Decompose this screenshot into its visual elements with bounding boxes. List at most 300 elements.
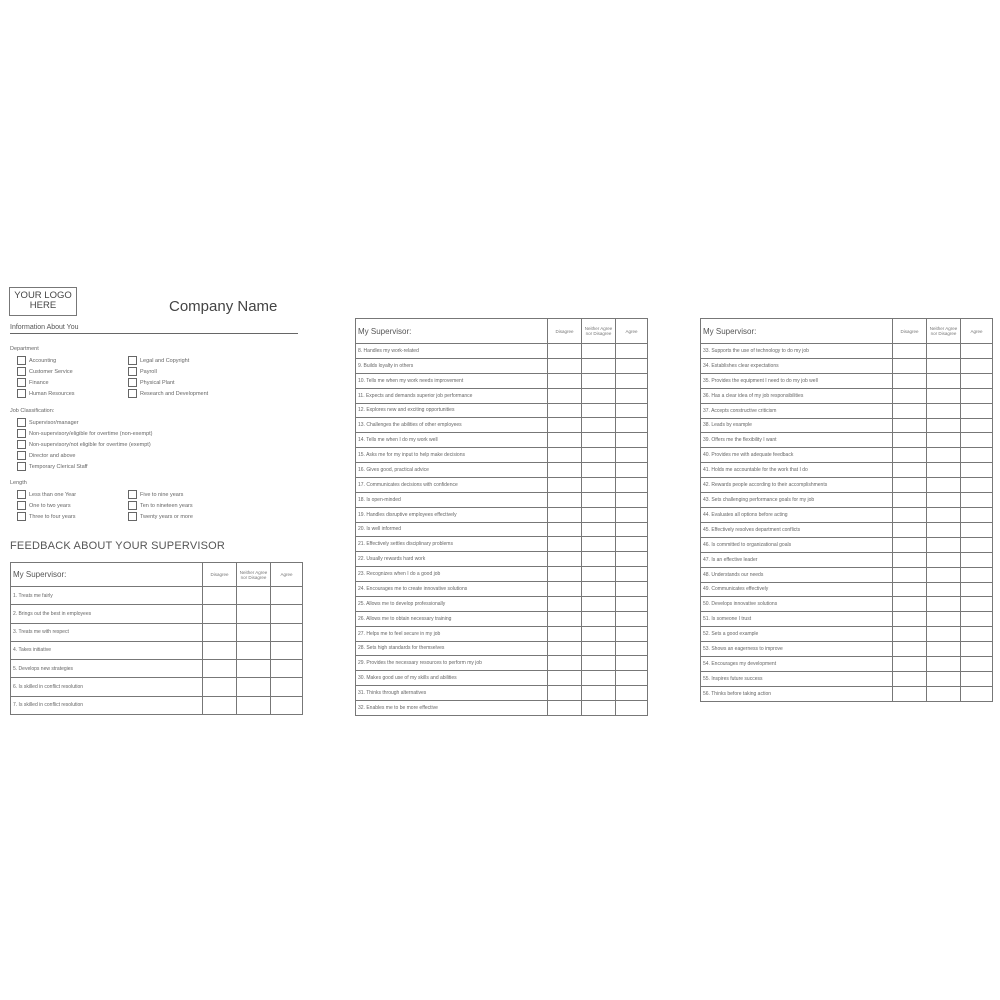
checkbox-human-resources[interactable] (17, 389, 75, 398)
table-row (701, 522, 993, 537)
neither-cell[interactable] (582, 463, 616, 478)
agree-cell[interactable] (271, 660, 303, 678)
question-text: 1. Treats me fairly (11, 587, 203, 605)
disagree-cell[interactable] (548, 567, 582, 582)
neither-cell[interactable] (927, 597, 961, 612)
checkbox-temporary[interactable] (17, 462, 88, 471)
neither-cell[interactable] (582, 537, 616, 552)
checkbox-five-to-nine[interactable] (128, 490, 183, 499)
question-text: 52. Sets a good example (701, 627, 893, 642)
neither-cell[interactable] (582, 507, 616, 522)
checkbox-accounting[interactable] (17, 356, 56, 365)
neither-cell[interactable] (927, 522, 961, 537)
disagree-cell[interactable] (548, 433, 582, 448)
question-text: 51. Is someone I trust (701, 612, 893, 627)
agree-cell[interactable] (961, 463, 993, 478)
question-text: 41. Holds me accountable for the work that I do (701, 463, 893, 478)
checkbox-box[interactable] (17, 418, 26, 427)
info-heading: Information About You (10, 324, 79, 331)
agree-cell[interactable] (961, 686, 993, 701)
neither-cell[interactable] (927, 388, 961, 403)
neither-cell[interactable] (927, 403, 961, 418)
agree-cell[interactable] (961, 358, 993, 373)
disagree-cell[interactable] (893, 657, 927, 672)
neither-cell[interactable] (927, 507, 961, 522)
disagree-cell[interactable] (548, 358, 582, 373)
neither-cell[interactable] (927, 686, 961, 701)
disagree-cell[interactable] (203, 605, 237, 623)
neither-cell[interactable] (927, 642, 961, 657)
table-row (701, 612, 993, 627)
checkbox-finance[interactable] (17, 378, 49, 387)
disagree-cell[interactable] (893, 597, 927, 612)
disagree-cell[interactable] (548, 492, 582, 507)
neither-cell[interactable] (582, 492, 616, 507)
table-row (11, 660, 303, 678)
neither-cell[interactable] (927, 344, 961, 359)
disagree-cell[interactable] (548, 477, 582, 492)
checkbox-label: Non-supervisory/eligible for overtime (non-exempt) (29, 430, 153, 437)
disagree-cell[interactable] (893, 627, 927, 642)
checkbox-director[interactable] (17, 451, 75, 460)
question-text: 25. Allows me to develop professionally (356, 596, 548, 611)
disagree-cell[interactable] (548, 463, 582, 478)
disagree-cell[interactable] (548, 403, 582, 418)
disagree-cell[interactable] (548, 596, 582, 611)
neither-cell[interactable] (237, 696, 271, 714)
question-text: 17. Communicates decisions with confidence (356, 477, 548, 492)
checkbox-label: Accounting (29, 357, 57, 364)
checkbox-payroll[interactable] (128, 367, 157, 376)
disagree-cell[interactable] (893, 567, 927, 582)
table-title: My Supervisor: (701, 319, 893, 344)
disagree-cell[interactable] (893, 671, 927, 686)
question-text: 36. Has a clear idea of my job responsibilities (701, 388, 893, 403)
neither-cell[interactable] (582, 641, 616, 656)
neither-cell[interactable] (927, 448, 961, 463)
neither-cell[interactable] (582, 626, 616, 641)
checkbox-ten-to-nineteen[interactable] (128, 501, 193, 510)
disagree-cell[interactable] (893, 686, 927, 701)
neither-cell[interactable] (582, 552, 616, 567)
neither-cell[interactable] (582, 477, 616, 492)
agree-cell[interactable] (616, 611, 648, 626)
checkbox-box[interactable] (17, 501, 26, 510)
agree-cell[interactable] (616, 448, 648, 463)
table-row (701, 642, 993, 657)
agree-cell[interactable] (961, 597, 993, 612)
agree-cell[interactable] (616, 492, 648, 507)
neither-cell[interactable] (237, 587, 271, 605)
agree-cell[interactable] (616, 403, 648, 418)
table-row (356, 656, 648, 671)
disagree-cell[interactable] (893, 448, 927, 463)
agree-cell[interactable] (961, 344, 993, 359)
table-row (356, 537, 648, 552)
agree-cell[interactable] (961, 507, 993, 522)
agree-cell[interactable] (961, 582, 993, 597)
question-text: 43. Sets challenging performance goals for my job (701, 493, 893, 508)
disagree-cell[interactable] (893, 418, 927, 433)
question-text: 4. Takes initiative (11, 641, 203, 659)
neither-cell[interactable] (582, 418, 616, 433)
table-row (701, 448, 993, 463)
disagree-cell[interactable] (893, 463, 927, 478)
table-row (356, 418, 648, 433)
disagree-cell[interactable] (893, 403, 927, 418)
table-row (356, 686, 648, 701)
neither-cell[interactable] (927, 478, 961, 493)
checkbox-box[interactable] (17, 378, 26, 387)
question-text: 37. Accepts constructive criticism (701, 403, 893, 418)
table-row (701, 552, 993, 567)
agree-cell[interactable] (616, 477, 648, 492)
disagree-cell[interactable] (548, 507, 582, 522)
checkbox-box[interactable] (17, 490, 26, 499)
checkbox-twenty-plus[interactable] (128, 512, 193, 521)
agree-cell[interactable] (616, 552, 648, 567)
agree-cell[interactable] (961, 567, 993, 582)
agree-cell[interactable] (961, 671, 993, 686)
neither-cell[interactable] (237, 605, 271, 623)
disagree-cell[interactable] (203, 587, 237, 605)
table-row (701, 507, 993, 522)
checkbox-less-than-one[interactable] (17, 490, 76, 499)
agree-cell[interactable] (616, 537, 648, 552)
ratings-table-2 (355, 318, 648, 716)
neither-cell[interactable] (582, 611, 616, 626)
disagree-cell[interactable] (893, 522, 927, 537)
question-text: 29. Provides the necessary resources to perform my job (356, 656, 548, 671)
question-text: 16. Gives good, practical advice (356, 463, 548, 478)
question-text: 22. Usually rewards hard work (356, 552, 548, 567)
neither-cell[interactable] (927, 373, 961, 388)
table-row (701, 418, 993, 433)
agree-cell[interactable] (961, 433, 993, 448)
agree-cell[interactable] (616, 344, 648, 359)
disagree-cell[interactable] (893, 433, 927, 448)
question-text: 12. Explores new and exciting opportunities (356, 403, 548, 418)
table-row (701, 344, 993, 359)
feedback-title: FEEDBACK ABOUT YOUR SUPERVISOR (10, 540, 226, 552)
question-text: 3. Treats me with respect (11, 623, 203, 641)
disagree-cell[interactable] (893, 642, 927, 657)
question-text: 19. Handles disruptive employees effectively (356, 507, 548, 522)
neither-cell[interactable] (237, 660, 271, 678)
agree-cell[interactable] (961, 493, 993, 508)
agree-cell[interactable] (961, 522, 993, 537)
disagree-cell[interactable] (893, 493, 927, 508)
disagree-cell[interactable] (893, 507, 927, 522)
table-row (356, 448, 648, 463)
company-name: Company Name (169, 298, 278, 315)
question-text: 38. Leads by example (701, 418, 893, 433)
agree-cell[interactable] (616, 701, 648, 716)
agree-cell[interactable] (961, 537, 993, 552)
neither-cell[interactable] (927, 418, 961, 433)
column-agree: Agree (961, 319, 993, 344)
checkbox-box[interactable] (17, 367, 26, 376)
question-text: 39. Offers me the flexibility I want (701, 433, 893, 448)
neither-cell[interactable] (927, 552, 961, 567)
question-text: 50. Develops innovative solutions (701, 597, 893, 612)
question-text: 5. Develops new strategies (11, 660, 203, 678)
agree-cell[interactable] (616, 596, 648, 611)
disagree-cell[interactable] (893, 582, 927, 597)
disagree-cell[interactable] (893, 358, 927, 373)
table-row (11, 623, 303, 641)
table-row (701, 433, 993, 448)
checkbox-box[interactable] (17, 512, 26, 521)
checkbox-box[interactable] (128, 389, 137, 398)
agree-cell[interactable] (961, 403, 993, 418)
agree-cell[interactable] (961, 552, 993, 567)
agree-cell[interactable] (616, 418, 648, 433)
agree-cell[interactable] (616, 656, 648, 671)
checkbox-supervisor[interactable] (17, 418, 79, 427)
agree-cell[interactable] (616, 522, 648, 537)
agree-cell[interactable] (961, 657, 993, 672)
disagree-cell[interactable] (203, 696, 237, 714)
neither-cell[interactable] (582, 403, 616, 418)
neither-cell[interactable] (927, 582, 961, 597)
checkbox-non-exempt[interactable] (17, 429, 153, 438)
checkbox-label: Physical Plant (140, 379, 175, 386)
table-row (356, 507, 648, 522)
disagree-cell[interactable] (548, 671, 582, 686)
agree-cell[interactable] (616, 686, 648, 701)
table-row (11, 605, 303, 623)
checkbox-box[interactable] (17, 440, 26, 449)
table-title: My Supervisor: (11, 563, 203, 587)
neither-cell[interactable] (582, 671, 616, 686)
question-text: 55. Inspires future success (701, 671, 893, 686)
checkbox-physical-plant[interactable] (128, 378, 175, 387)
table-row (701, 657, 993, 672)
disagree-cell[interactable] (548, 537, 582, 552)
disagree-cell[interactable] (548, 373, 582, 388)
table-row (701, 582, 993, 597)
checkbox-box[interactable] (17, 462, 26, 471)
neither-cell[interactable] (582, 701, 616, 716)
checkbox-label: Payroll (140, 368, 157, 375)
ratings-table-1 (10, 562, 303, 715)
checkbox-label: Research and Development (140, 390, 209, 397)
neither-cell[interactable] (927, 612, 961, 627)
disagree-cell[interactable] (203, 641, 237, 659)
table-row (356, 611, 648, 626)
disagree-cell[interactable] (893, 344, 927, 359)
neither-cell[interactable] (582, 388, 616, 403)
question-text: 7. Is skilled in conflict resolution (11, 696, 203, 714)
checkbox-label: Customer Service (29, 368, 73, 375)
checkbox-one-to-two[interactable] (17, 501, 71, 510)
checkbox-box[interactable] (128, 512, 137, 521)
agree-cell[interactable] (271, 678, 303, 696)
agree-cell[interactable] (271, 641, 303, 659)
checkbox-box[interactable] (128, 356, 137, 365)
question-text: 24. Encourages me to create innovative solutions (356, 582, 548, 597)
neither-cell[interactable] (927, 463, 961, 478)
disagree-cell[interactable] (548, 582, 582, 597)
question-text: 42. Rewards people according to their accomplishments (701, 478, 893, 493)
disagree-cell[interactable] (203, 678, 237, 696)
agree-cell[interactable] (961, 418, 993, 433)
agree-cell[interactable] (961, 642, 993, 657)
agree-cell[interactable] (616, 626, 648, 641)
question-text: 20. Is well informed (356, 522, 548, 537)
agree-cell[interactable] (616, 388, 648, 403)
disagree-cell[interactable] (548, 448, 582, 463)
disagree-cell[interactable] (548, 344, 582, 359)
neither-cell[interactable] (582, 448, 616, 463)
neither-cell[interactable] (927, 358, 961, 373)
disagree-cell[interactable] (548, 626, 582, 641)
neither-cell[interactable] (582, 567, 616, 582)
agree-cell[interactable] (616, 567, 648, 582)
table-row (356, 596, 648, 611)
neither-cell[interactable] (927, 537, 961, 552)
agree-cell[interactable] (271, 696, 303, 714)
disagree-cell[interactable] (893, 478, 927, 493)
table-row (356, 358, 648, 373)
neither-cell[interactable] (927, 671, 961, 686)
disagree-cell[interactable] (548, 701, 582, 716)
column-agree: Agree (616, 319, 648, 344)
checkbox-three-to-four[interactable] (17, 512, 75, 521)
checkbox-label: Temporary Clerical Staff (29, 463, 88, 470)
checkbox-label: Director and above (29, 452, 76, 459)
table-row (356, 701, 648, 716)
agree-cell[interactable] (616, 507, 648, 522)
agree-cell[interactable] (616, 641, 648, 656)
agree-cell[interactable] (616, 373, 648, 388)
checkbox-label: Five to nine years (140, 491, 184, 498)
question-text: 13. Challenges the abilities of other employees (356, 418, 548, 433)
agree-cell[interactable] (616, 582, 648, 597)
checkbox-box[interactable] (17, 451, 26, 460)
neither-cell[interactable] (582, 522, 616, 537)
neither-cell[interactable] (582, 358, 616, 373)
neither-cell[interactable] (582, 582, 616, 597)
neither-cell[interactable] (237, 623, 271, 641)
neither-cell[interactable] (582, 656, 616, 671)
question-text: 2. Brings out the best in employees (11, 605, 203, 623)
neither-cell[interactable] (927, 627, 961, 642)
checkbox-box[interactable] (128, 367, 137, 376)
disagree-cell[interactable] (893, 373, 927, 388)
question-text: 6. Is skilled in conflict resolution (11, 678, 203, 696)
question-text: 56. Thinks before taking action (701, 686, 893, 701)
disagree-cell[interactable] (548, 522, 582, 537)
question-text: 44. Evaluates all options before acting (701, 507, 893, 522)
disagree-cell[interactable] (203, 623, 237, 641)
table-row (356, 626, 648, 641)
disagree-cell[interactable] (548, 641, 582, 656)
disagree-cell[interactable] (548, 552, 582, 567)
column-neither: Neither Agree nor Disagree (582, 319, 616, 344)
logo-placeholder: YOUR LOGO HERE (9, 287, 77, 316)
table-row (356, 671, 648, 686)
agree-cell[interactable] (271, 587, 303, 605)
disagree-cell[interactable] (548, 388, 582, 403)
neither-cell[interactable] (582, 373, 616, 388)
disagree-cell[interactable] (548, 418, 582, 433)
table-row (356, 522, 648, 537)
checkbox-legal[interactable] (128, 356, 189, 365)
checkbox-box[interactable] (17, 356, 26, 365)
question-text: 18. Is open-minded (356, 492, 548, 507)
table-row (701, 567, 993, 582)
question-text: 9. Builds loyalty in others (356, 358, 548, 373)
agree-cell[interactable] (616, 433, 648, 448)
table-row (11, 587, 303, 605)
disagree-cell[interactable] (548, 656, 582, 671)
question-text: 54. Encourages my development (701, 657, 893, 672)
checkbox-box[interactable] (17, 389, 26, 398)
disagree-cell[interactable] (893, 612, 927, 627)
disagree-cell[interactable] (203, 660, 237, 678)
table-row (701, 388, 993, 403)
agree-cell[interactable] (616, 671, 648, 686)
disagree-cell[interactable] (548, 611, 582, 626)
disagree-cell[interactable] (893, 388, 927, 403)
disagree-cell[interactable] (548, 686, 582, 701)
neither-cell[interactable] (582, 686, 616, 701)
neither-cell[interactable] (582, 433, 616, 448)
disagree-cell[interactable] (893, 537, 927, 552)
neither-cell[interactable] (582, 344, 616, 359)
table-row (356, 344, 648, 359)
disagree-cell[interactable] (893, 552, 927, 567)
agree-cell[interactable] (271, 605, 303, 623)
agree-cell[interactable] (616, 463, 648, 478)
agree-cell[interactable] (616, 358, 648, 373)
neither-cell[interactable] (582, 596, 616, 611)
checkbox-research[interactable] (128, 389, 208, 398)
checkbox-customer-service[interactable] (17, 367, 73, 376)
neither-cell[interactable] (927, 493, 961, 508)
question-text: 30. Makes good use of my skills and abilities (356, 671, 548, 686)
neither-cell[interactable] (237, 641, 271, 659)
checkbox-box[interactable] (128, 378, 137, 387)
table-row (356, 567, 648, 582)
checkbox-exempt[interactable] (17, 440, 151, 449)
neither-cell[interactable] (927, 657, 961, 672)
question-text: 35. Provides the equipment I need to do my job well (701, 373, 893, 388)
agree-cell[interactable] (961, 373, 993, 388)
table-row (356, 373, 648, 388)
agree-cell[interactable] (961, 627, 993, 642)
checkbox-label: Human Resources (29, 390, 75, 397)
agree-cell[interactable] (961, 388, 993, 403)
question-text: 46. Is committed to organizational goals (701, 537, 893, 552)
agree-cell[interactable] (271, 623, 303, 641)
neither-cell[interactable] (237, 678, 271, 696)
question-text: 14. Tells me when I do my work well (356, 433, 548, 448)
agree-cell[interactable] (961, 448, 993, 463)
agree-cell[interactable] (961, 612, 993, 627)
neither-cell[interactable] (927, 433, 961, 448)
table-row (701, 358, 993, 373)
question-text: 31. Thinks through alternatives (356, 686, 548, 701)
checkbox-box[interactable] (128, 490, 137, 499)
checkbox-box[interactable] (17, 429, 26, 438)
checkbox-box[interactable] (128, 501, 137, 510)
question-text: 48. Understands our needs (701, 567, 893, 582)
neither-cell[interactable] (927, 567, 961, 582)
agree-cell[interactable] (961, 478, 993, 493)
